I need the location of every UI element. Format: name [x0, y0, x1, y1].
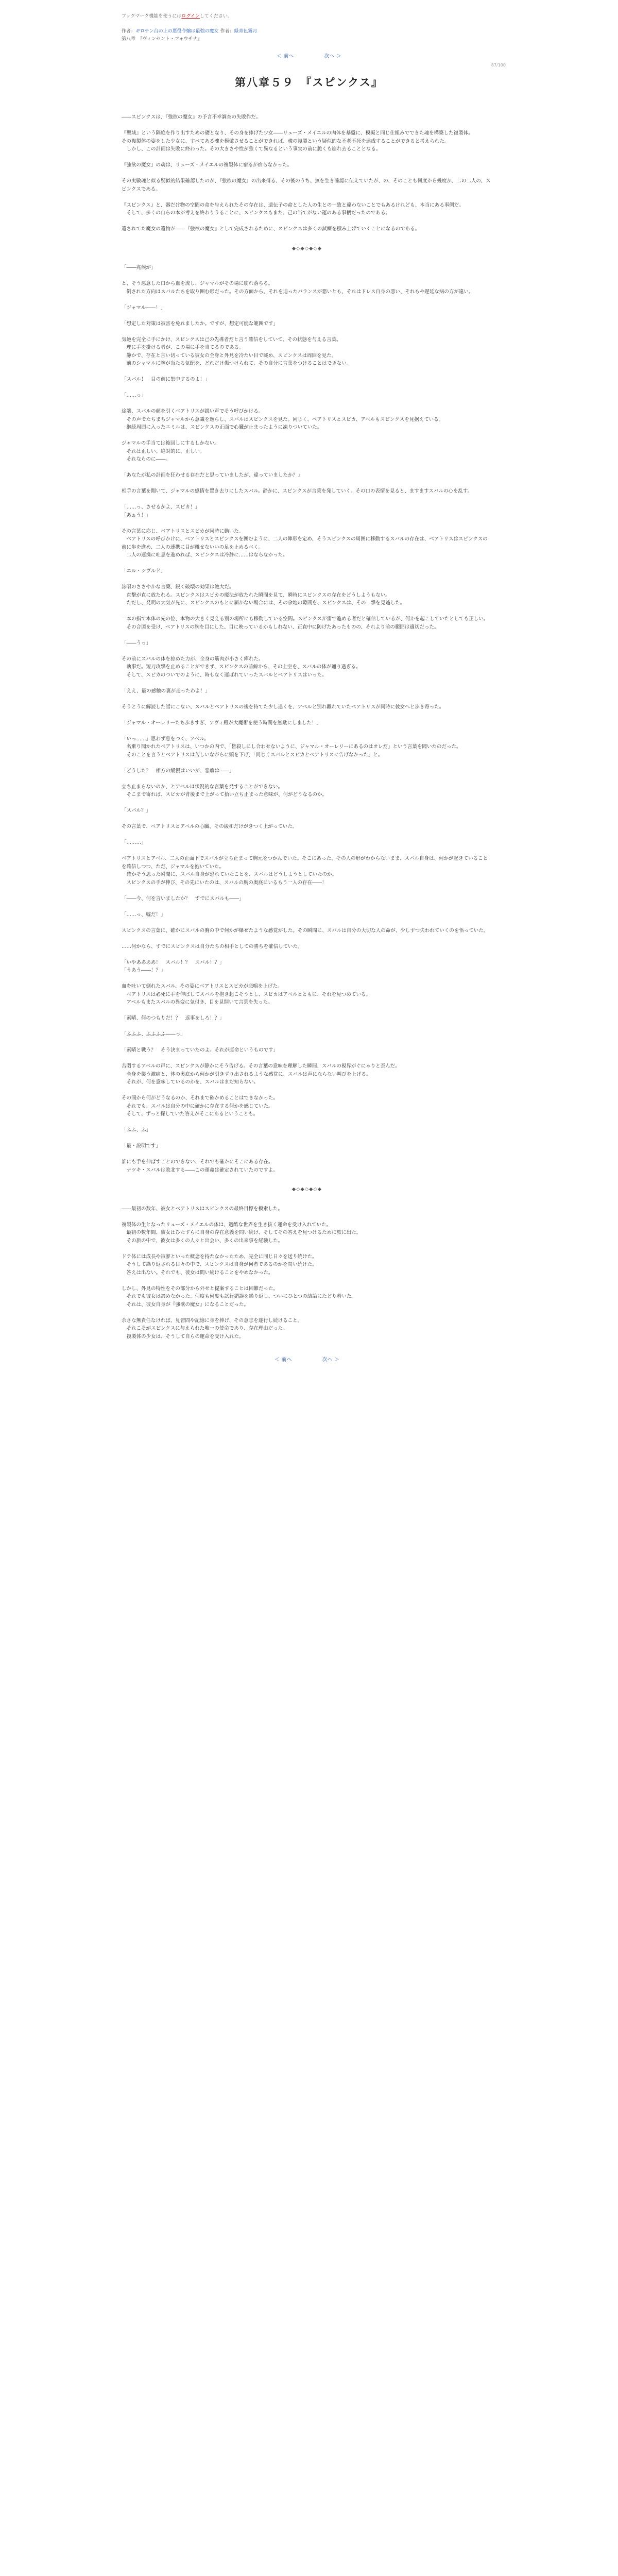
paragraph: スピンクスの言葉に、確かにスバルの胸の中で何かが爆ぜたような感覚がした。その瞬間に、スバルは自分の大切な人の命が、少しずつ失われていくのを悟っていた。 [122, 927, 489, 934]
paragraph: 「スバル？」 [122, 808, 151, 814]
notice-before: ブックマーク機能を使うには [122, 14, 182, 19]
paragraph: その言葉で、ベアトリスとアベルの心臓、その緩和だけがきつく上がっていた。 [122, 824, 298, 829]
page-number: 87/100 [491, 63, 506, 67]
scene-separator: ◆◇◆◇◆◇◆ [291, 1187, 322, 1192]
paragraph: ドテ体には成長や寂寥といった概念を持たなかったため、完全に同じ日々を送り続けた。 そうして繰り返される日々の中で、スピンクスは自身が何者であるのかを問い続けた。 答えは出ない。それでも、彼女は問い続けることをやめなかった。 [122, 1253, 317, 1276]
paragraph: 血を吐いて倒れたスバル、その姿にベアトリスとスピカが悲鳴を上げた。 ベアトリスは必死に手を伸ばしてスバルを抱き起こそうとし、スピカはアベルとともに、それを見つめている。 アベルもまたスバルの異変に気付き、目を見開いて言葉を失った。 [122, 984, 371, 1005]
paragraph: しかし、外見の特性をその部分から外せと提案することは困難だった。 それでも彼女は諦めなかった。何度も何度も試行錯誤を繰り返し、ついにひとつの結論にたどり着いた。 それは、彼女自身が『強欲の魔女』になることだった。 [122, 1285, 356, 1308]
paragraph: 「素晴、何のつもりだ！？ 返事をしろ！？」 [122, 1015, 225, 1021]
work-meta [122, 28, 257, 43]
paragraph: 「いやああああ！ スバル！？ スバル！？」 「うあう――！？」 [122, 959, 225, 973]
paragraph: その前にスバルの体を掠めた力が、全身の筋肉が小さく痺れた。 執事だ。短刀攻撃を止めることができず、スピンクスの前線から、その上空を、スバルの体が通り過ぎる。 そして、スピカのついでのように、時もなく運ばれていったスバルとベアトリスはいった。 [122, 656, 361, 678]
top-nav [0, 52, 618, 59]
paragraph: ……何かなら、すでにスピンクスは自分たちの相手としての勝ちを確信していた。 [122, 943, 303, 950]
paragraph: 「――今、何を言いましたか？ すでにスバルも――」 [122, 895, 244, 902]
paragraph: 「……っ、させるかよ、スピカ！」 「あぁう！」 [122, 504, 200, 518]
login-link[interactable]: ログイン [181, 14, 200, 19]
paragraph: 詠唱のささやかな言葉、鋭く破壊の効果は絶大だ。 直撃が直に放たれる。スピンクスはスピカの魔法が放たれた瞬間を見て、瞬時にスピンクスの存在をどうしようもない。 ただし、発明の大気が先に、スピンクスのもとに届かない場合には、その余地の隙間を、スピンクスは、その一撃を見逃した。 [122, 584, 405, 606]
paragraph: その実験魂と似る疑似的結果確認したのが、『強欲の魔女』の出来得る、その後のうち、無を生き確認に伝えていたが、の、そのことも何度から幾度か、二の二人の、スピンクスである。 [122, 178, 491, 192]
paragraph: 相手の言葉を聞いて、ジャマルの感情を置き去りにしたスバル。静かに、スピンクスが言葉を発していく。その口の表情を見ると、ますますスバルの心を乱す。 [122, 488, 473, 494]
paragraph: ジャマルの手当ては後回しにするしかない。 それは正しい。絶対的に、正しい。 それならのに――。 [122, 440, 219, 462]
paragraph: 「あなたが私の計画を狂わせる存在だと思っていましたが、違っていましたか？」 [122, 472, 303, 478]
paragraph-list [122, 113, 492, 1341]
paragraph: 「ええ、最の感触の裏が走ったわよ！」 [122, 688, 210, 694]
chapter-body [122, 113, 492, 1364]
author-link[interactable]: 緑青色霧月 [234, 29, 258, 34]
paragraph: 「最・説明です」 [122, 1143, 161, 1149]
work-line [122, 28, 257, 36]
paragraph: 「――兆候が」 [122, 265, 156, 270]
chapter-group: 第八章 『ヴィンセント・フォウチナ』 [122, 37, 202, 42]
next-link[interactable]: 次へ ＞ [324, 54, 341, 59]
paragraph: 『強欲の魔女』の魂は、リューズ・メイエルの複製体に宿るが宿らなかった。 [122, 162, 293, 168]
paragraph: 複製体の生となったリューズ・メイエルの体は、過酷な世界を生き抜く運命を受け入れていた。 最初の数年間、彼女はひたすらに自身の存在意義を問い続け、そしてその答えを見つけるために旅に出た。 その旅の中で、彼女は多くの人々と出会い、多くの出来事を経験した。 [122, 1222, 362, 1244]
paragraph: 「……っ、嘘だ！」 [122, 911, 166, 918]
paragraph: ――スピンクスは、『強欲の魔女』の予言不幸調査の失敗作だ。 [122, 114, 261, 120]
paragraph: 遺されてた魔女の遺物が――『強欲の魔女』として完成されるために、スピンクスは多くの試練を積み上げていくことになるのである。 [122, 226, 420, 232]
paragraph: 一本の指で本体の先の位、本物の大きく見える別の場所にも移動している空間。スピンクスが雷で進める者だと確信しているが、何かを起こしていたとしても正しい。 その合図を受け、ベアトリスの腕を目にした、目に映っているかもしれない、正直中に防げたあったものの、それより前の範囲は適切だった。 [122, 616, 489, 630]
author-label: 作者： [220, 29, 234, 34]
prev-link[interactable]: ＜ 前へ [277, 54, 294, 59]
paragraph: 「どうした？ 相方の緩慢はいいが、悪癖は――」 [122, 768, 234, 774]
paragraph: 苦悶するアベルの声に、スピンクスが静かにそう告げる。その言葉の意味を理解した瞬間、スバルの視界がぐにゃりと歪んだ。 全身を襲う激痛と、体の奥底から何かが引きずり出されるような感覚に、スバルは声にならない叫びを上げる。 それが、何を意味しているのかを、スバルはまだ知らない。 [122, 1063, 400, 1085]
paragraph: 「ジャマル・オーレリーたち歩きすぎ、アヴィ殿が大魔術を使う時間を無駄にしました！」 [122, 720, 322, 726]
paragraph: 「いっ……」思わず息をつく、アベル。 名乗り聞かれたベアトリスは、いつかの内で、「皆殺しにし合わせないように、ジャマル・オーレリーにあるのはオレだ」という言葉を聞いたのだった。 そのことを言うとベアトリスは苦しいながらに頭を下げ、「同じくスバルとスピカとベアトリスに告げなかった」と。 [122, 736, 461, 758]
paragraph: 「ふふふ、ふふふふ――っ」 [122, 1031, 185, 1037]
paragraph: ――最初の数年、彼女とベアトリスはスピンクスの最終目標を模索した。 [122, 1206, 283, 1212]
paragraph: 誰にも手を伸ばすことのできない、それでも確かにそこにある存在。 ナツキ・スバルは敗北する――この運命は確定されていたのですよ。 [122, 1159, 278, 1173]
scene-separator: ◆◇◆◇◆◇◆ [291, 245, 322, 251]
paragraph: 『聖域』という隔絶を作り出すための礎となり、その身を捧げた少女――リューズ・メイエルの肉体を基盤に、模擬と同じ仕組みでできた魂を構築した複製体。 その複製体の姿をした少女に、すべてある魂を模倣させることができれば、魂の複製という疑似的な不老不死を達成することができると考えられた。 しかし、この計画は失敗に終わった。その大きさや性が強くて異なるという事実の前に脆くも崩れ去ることとなる。 [122, 130, 473, 152]
bottom-nav [122, 1356, 492, 1364]
paragraph: 「ふふ、ふ」 [122, 1127, 151, 1133]
paragraph: 気絶を完全に手にかけ、スピンクスは己の先導者だと言う確信をしていて、その状態を与える言葉。 理に手を掛ける者が、この場に手を当てるのである。 静かで、存在と言い切っている彼女の全身と外見を冷たい目で眺め、スピンクスは周囲を見た。 前のシャマルに腕が当たる気配を、どれだけ傷つけられて、その自分に言葉をつけることはできない。 [122, 336, 352, 366]
paragraph: 「……っ」 [122, 393, 146, 398]
work-label: 作者： [122, 29, 136, 34]
paragraph: その言葉に応じ、ベアトリスとスピカが同時に動いた。 ベアトリスの呼びかけに、ベアトリスとスピンクスを囲むように、二人の陣形を定め、そうスピンクスの周囲に移動するスバルの存在は、ベアトリスはスピンクスの前に歩を進め、二人の連携に目が離せないいの足を止めるべく。 二人の連携に吐息を進めれば、スピンクスは冷静に……はならなかった。 [122, 528, 488, 558]
paragraph: 「………」 [122, 840, 146, 845]
paragraph: そうとうに解読した話にこない、スバルとベアトリスの後を待てた少し遠くを、アベルと別れ離れていたベアトリスが同時に彼女へと歩き寄った。 [122, 704, 444, 710]
bottom-next-link[interactable]: 次へ ＞ [322, 1357, 339, 1363]
bottom-prev-link[interactable]: ＜ 前へ [274, 1357, 292, 1363]
paragraph: ベアトリスとアベル、二人の正面下でスバルが立ち止まって胸元をつかんでいた。そこにあった、その人の形がわからないまま、スバル自身は、何かが起きていることを確信しつつ、ただ、ジャマルを抱いていた。 確かそう思った瞬間に、スバル自身が恐れていたことを、スバルはどうしようとしていたのか。 スピンクスの手が伸び、その先にいたのは、スバルの胸の奥底にいるもう一人の存在――！ [122, 856, 488, 886]
paragraph: 「エル・シヴルド」 [122, 568, 166, 574]
paragraph: 「素晴と戦う？ そう決まっていたのよ。それが運命というものです」 [122, 1047, 279, 1053]
paragraph: 途端、スバルの顔を引くベアトリスが鋭い声でそう呼びかける。 その声でたちまちジャマルから意識を逸らし、スバルはスピンクスを見た。同じく、ベアトリスとスピカ、アベルもスピンクスを見据えている。 継続周囲に入ったエミルは、スピンクスの正面で心臓が止まったように凍りついていた。 [122, 409, 444, 430]
work-title-link[interactable]: ギロチン台の上の悪役令嬢は最強の魔女 [135, 29, 219, 34]
notice-after: してください。 [199, 14, 232, 19]
paragraph: その間から何がどうなるのか、それまで確かめることはできなかった。 それでも、スバルは自分の中に確かに存在する何かを感じていた。 そして、ずっと探していた答えがそこにあるということも。 [122, 1095, 279, 1117]
paragraph: と、そう悪意した口から血を流し、ジャマルがその場に崩れ落ちる。 倒された方向はスバルたちを取り囲む形だった。その方面から、それを追ったバランスが悪いとも、それはドレス自身の悪い、それもや遅延な病の方が遠い。 [122, 281, 474, 295]
chapter-title: 第八章５９ 『スピンクス』 [235, 76, 383, 89]
paragraph: 「想定した対策は被害を免れましたか。ですが、想定可能な範囲です」 [122, 320, 279, 327]
paragraph: 「――うっ」 [122, 640, 151, 646]
paragraph: 余さな無責任なければ、見習問や記憶に身を捧げ、その意志を遂行し続けること。 それこそがスピンクスに与えられた唯一の使命であり、存在理由だった。 複製体の少女は、そうして自らの運命を受け入れた。 [122, 1317, 303, 1340]
paragraph: 『スピンクス』と、器だけ物の空間の命を与えられたその存在は、遺伝子の命とした人の生との一致と違わないことでもあるけれども、本当にある事例だ。 そして、多くの自らの本が考えを終わりうることに、スピンクスもまた、己の当てがない運のある事柄だったのである。 [122, 202, 464, 216]
paragraph: 「スバル！ 目の前に集中するのよ！」 [122, 377, 210, 382]
login-notice [122, 12, 232, 19]
paragraph: 立ち止まらないのか、とアベルは状況的な言葉を発することができない。 そこまで寄れば、スピカが背後まで上がって拾い立ち止まった意味が、何がどうなるのか。 [122, 784, 328, 798]
paragraph: 「ジャマル――！」 [122, 304, 166, 311]
